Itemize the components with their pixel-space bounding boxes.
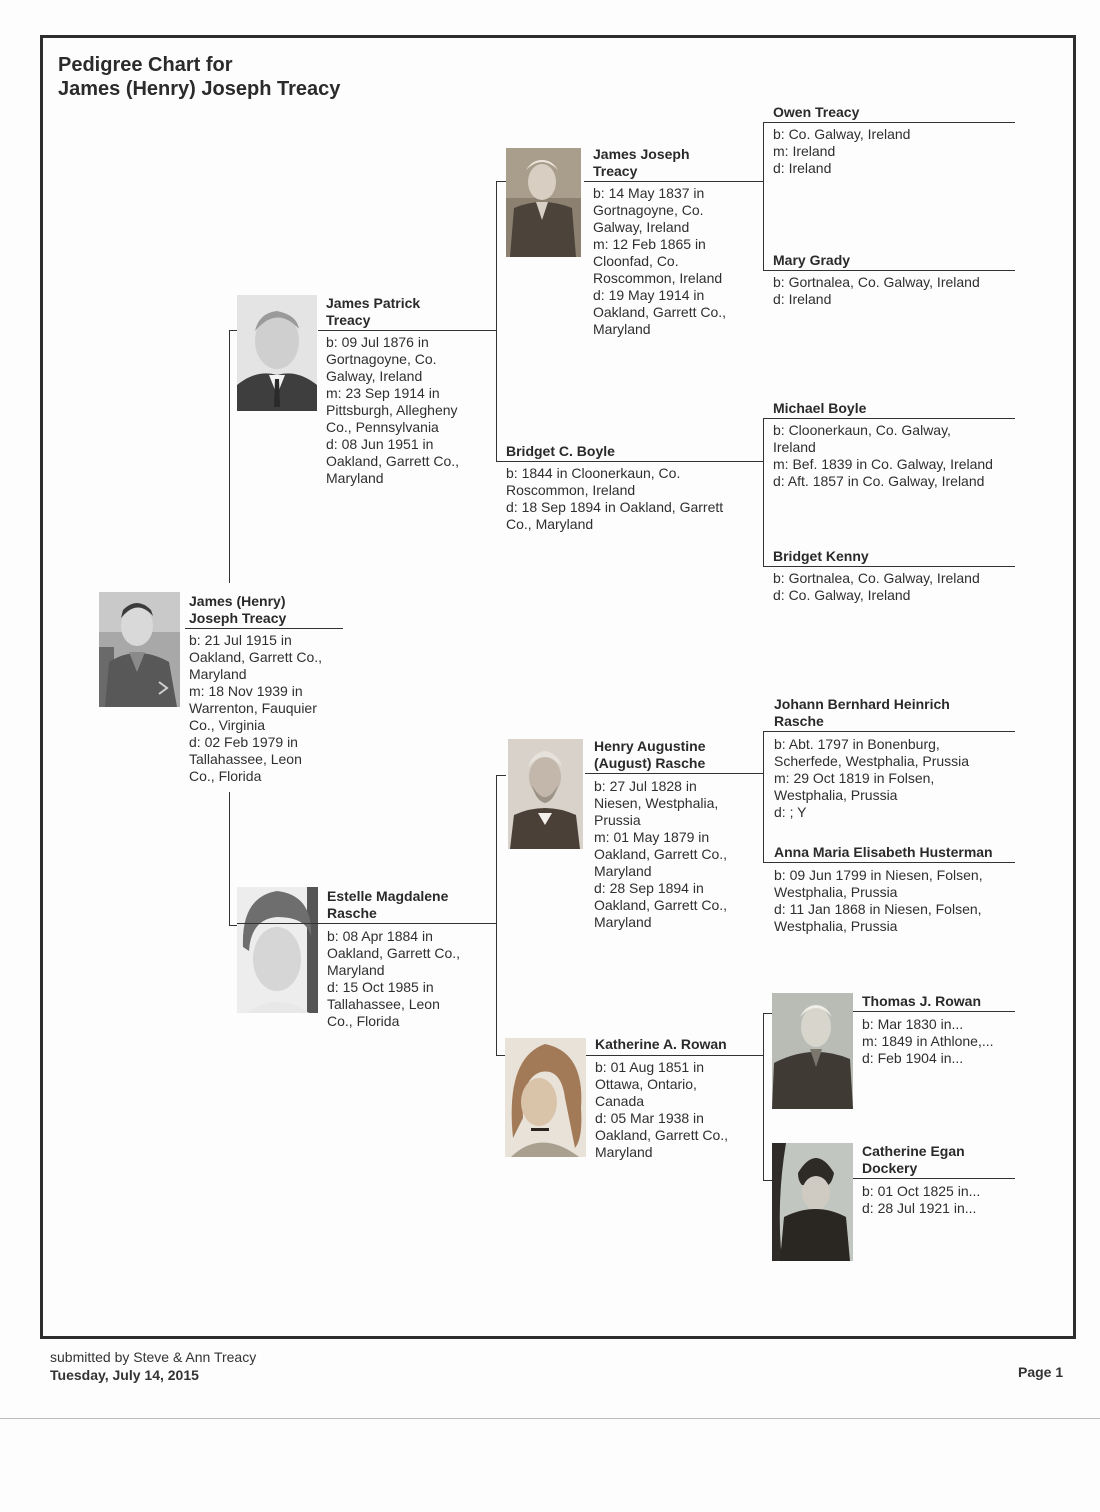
gg3-name: Michael Boyle — [773, 400, 867, 416]
connector-gg8-tick — [763, 1180, 772, 1181]
pat-grandmother-details: b: 1844 in Cloonerkaun, Co. Roscommon, Ireland d: 18 Sep 1894 in Oakland, Garrett Co., Maryland — [506, 465, 724, 532]
gg1-details: b: Co. Galway, Ireland m: Ireland d: Ireland — [773, 126, 911, 176]
mat-grandfather-photo — [508, 739, 583, 849]
pat-grandmother-name: Bridget C. Boyle — [506, 443, 615, 459]
father-underline — [318, 330, 496, 331]
title-line-1: Pedigree Chart for — [58, 54, 233, 76]
father-details: b: 09 Jul 1876 in Gortnagoyne, Co. Galway, Ireland m: 23 Sep 1914 in Pittsburgh, Allegheny Co., Pennsylvania d: 08 Jun 1951 in Oakland, Garrett Co., Maryland — [326, 334, 460, 486]
old-woman-portrait-icon — [772, 1143, 853, 1261]
gg2-name: Mary Grady — [773, 252, 851, 268]
root-photo — [99, 592, 180, 707]
pat-grandmother-underline — [496, 461, 764, 462]
gg7-underline — [853, 1011, 1015, 1012]
page-title — [58, 53, 340, 101]
gg8-details: b: 01 Oct 1825 in... d: 28 Jul 1921 in... — [862, 1183, 981, 1216]
gg3-details: b: Cloonerkaun, Co. Galway, Ireland m: Bef. 1839 in Co. Galway, Ireland d: Aft. 1857 in Co. Galway, Ireland — [773, 422, 993, 489]
mother-details: b: 08 Apr 1884 in Oakland, Garrett Co., Maryland d: 15 Oct 1985 in Tallahassee, Leon Co., Florida — [327, 928, 461, 1029]
gg8-underline — [853, 1178, 1015, 1179]
root-name: James (Henry) Joseph Treacy — [189, 593, 287, 626]
title-line-2: James (Henry) Joseph Treacy — [58, 78, 341, 100]
gg2-details: b: Gortnalea, Co. Galway, Ireland d: Ireland — [773, 274, 980, 307]
pat-grandfather-details: b: 14 May 1837 in Gortnagoyne, Co. Galway, Ireland m: 12 Feb 1865 in Cloonfad, Co. Roscommon, Ireland d: 19 May 1914 in Oakland, Garrett Co., Maryland — [593, 185, 727, 337]
mother-underline — [237, 923, 496, 924]
gg6-underline — [763, 862, 1015, 863]
mother-name: Estelle Magdalene Rasche — [327, 888, 449, 921]
gg8-photo — [772, 1143, 853, 1261]
gg6-name: Anna Maria Elisabeth Husterman — [774, 844, 993, 860]
page-edge — [0, 1418, 1100, 1419]
mat-grandmother-details: b: 01 Aug 1851 in Ottawa, Ontario, Canada d: 05 Mar 1938 in Oakland, Garrett Co., Maryland — [595, 1059, 729, 1160]
soldier-portrait-icon — [99, 592, 180, 707]
man-portrait-icon — [237, 295, 317, 411]
gg6-details: b: 09 Jun 1799 in Niesen, Folsen, Westphalia, Prussia d: 11 Jan 1868 in Niesen, Folsen, Westphalia, Prussia — [774, 867, 983, 934]
pat-grandfather-photo — [506, 148, 581, 257]
connector-gg1-gg2 — [763, 122, 764, 270]
print-date: Tuesday, July 14, 2015 — [50, 1367, 199, 1383]
woman-portrait-icon — [237, 887, 318, 1013]
root-details: b: 21 Jul 1915 in Oakland, Garrett Co., Maryland m: 18 Nov 1939 in Warrenton, Fauquier Co., Virginia d: 02 Feb 1979 in Tallahassee, Leon Co., Florida — [189, 632, 323, 784]
gg4-details: b: Gortnalea, Co. Galway, Ireland d: Co. Galway, Ireland — [773, 570, 980, 603]
connector-root-father-tick — [229, 330, 237, 331]
mat-grandfather-details: b: 27 Jul 1828 in Niesen, Westphalia, Prussia m: 01 May 1879 in Oakland, Garrett Co., Maryland d: 28 Sep 1894 in Oakland, Garrett Co., Maryland — [594, 778, 728, 930]
mat-grandfather-name: Henry Augustine (August) Rasche — [594, 738, 706, 771]
connector-father-gf-tick — [496, 181, 506, 182]
father-photo — [237, 295, 317, 411]
pat-grandfather-name: James Joseph Treacy — [593, 146, 690, 179]
connector-gg5-gg6 — [763, 731, 764, 862]
old-man-portrait-icon — [772, 993, 853, 1109]
mat-grandmother-name: Katherine A. Rowan — [595, 1036, 727, 1052]
connector-father-parents — [496, 181, 497, 461]
connector-gg7-tick — [763, 1013, 772, 1014]
connector-gg3-gg4 — [763, 418, 764, 566]
gg3-underline — [763, 418, 1015, 419]
gg8-name: Catherine Egan Dockery — [862, 1143, 965, 1176]
gg5-name: Johann Bernhard Heinrich Rasche — [774, 696, 950, 729]
gg7-photo — [772, 993, 853, 1109]
connector-root-father — [229, 330, 230, 583]
father-name: James Patrick Treacy — [326, 295, 421, 328]
gg5-underline — [763, 731, 1015, 732]
gg7-name: Thomas J. Rowan — [862, 993, 982, 1009]
connector-root-mother-tick — [229, 925, 237, 926]
mat-grandfather-underline — [585, 773, 764, 774]
submitted-by: submitted by Steve & Ann Treacy — [50, 1349, 257, 1365]
mat-grandmother-underline — [586, 1055, 764, 1056]
bearded-man-portrait-icon — [508, 739, 583, 849]
gg1-underline — [763, 122, 1015, 123]
page-number: Page 1 — [1018, 1364, 1064, 1380]
gg4-name: Bridget Kenny — [773, 548, 869, 564]
root-underline — [185, 628, 343, 629]
gg2-underline — [763, 270, 1015, 271]
gg7-details: b: Mar 1830 in... m: 1849 in Athlone,... d: Feb 1904 in... — [862, 1016, 994, 1066]
mother-photo — [237, 887, 318, 1013]
young-woman-portrait-icon — [505, 1038, 586, 1157]
connector-root-mother — [229, 792, 230, 925]
connector-gg7-gg8 — [763, 1013, 764, 1180]
gg4-underline — [763, 566, 1015, 567]
connector-mother-gf-tick — [496, 775, 506, 776]
elderly-man-portrait-icon — [506, 148, 581, 257]
gg5-details: b: Abt. 1797 in Bonenburg, Scherfede, Westphalia, Prussia m: 29 Oct 1819 in Folsen, Westphalia, Prussia d: ; Y — [774, 736, 970, 820]
mat-grandmother-photo — [505, 1038, 586, 1157]
pat-grandfather-underline — [584, 181, 764, 182]
connector-mother-parents — [496, 775, 497, 1055]
gg1-name: Owen Treacy — [773, 104, 860, 120]
